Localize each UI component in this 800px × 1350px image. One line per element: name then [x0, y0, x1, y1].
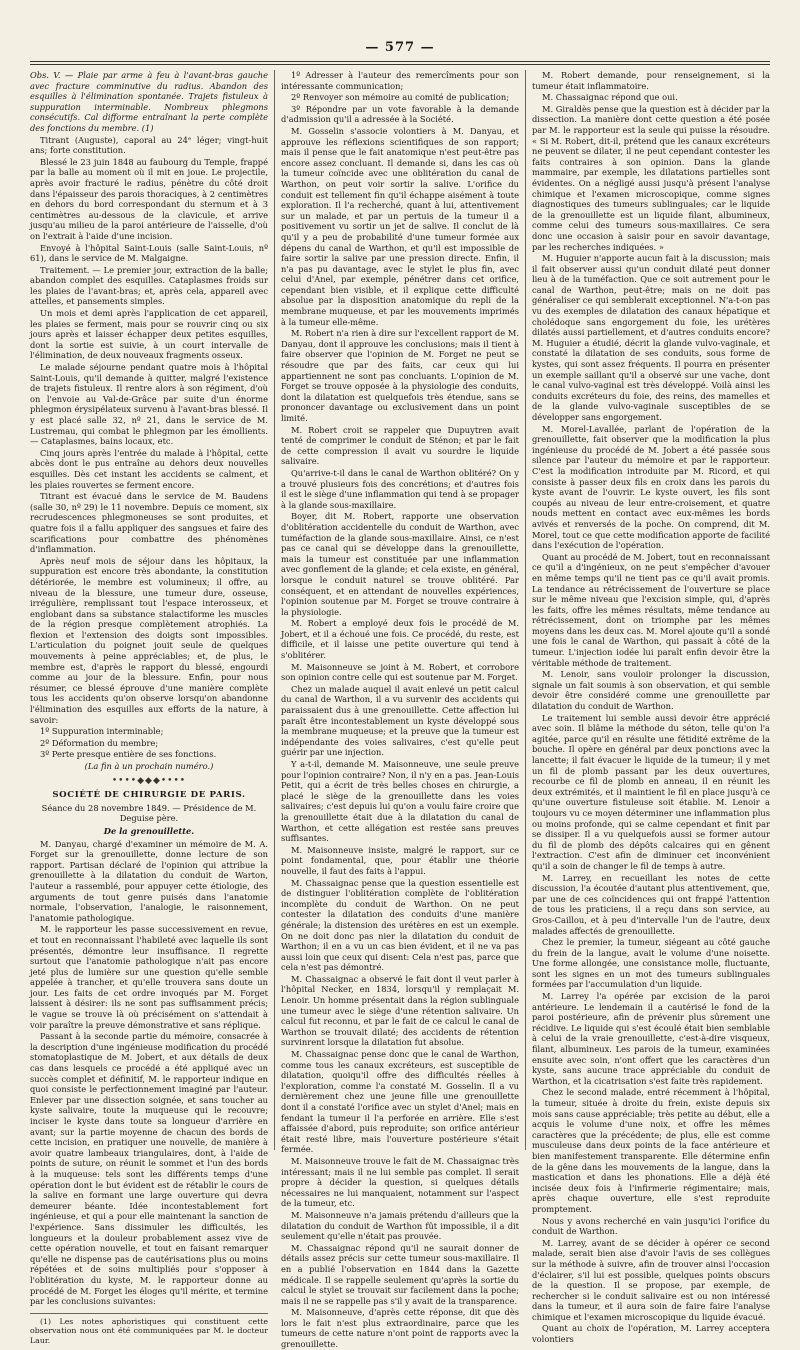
footnote: (1) Les notes aphoristiques qui constituent cette observation nous ont été communiquées par M. le docteur Laur. — [30, 1313, 268, 1346]
paragraph: Titrant (Auguste), caporal au 24ᵉ léger; vingt-huit ans; forte constitution. — [30, 134, 268, 156]
observation-title: Obs. V. — Plaie par arme à feu à l'avant-bras gauche avec fracture comminutive du radius. Abandon des esquilles à l'élimination spontanée. Trajets fistuleux à suppuration interminable. Nombreux phlegmons consécutifs. Cal difforme entraînant la perte complète des fonctions du membre. (1) — [30, 70, 268, 133]
list-item: 2º Déformation du membre; — [40, 737, 159, 748]
paragraph: M. Robert n'a rien à dire sur l'excellent rapport de M. Danyau, dont il approuve les conclusions; mais il tient à faire observer que l'opinion de M. Forget ne peut se résoudre que par des faits, car ceux qui lui appartiennent ne sont pas concluants. L'opinion de M. Forget se trouve opposée à la physiologie des conduits, dont la dilatation est quelquefois très étendue, sans se prononcer davantage ou exclusivement dans un point limité. — [281, 328, 519, 423]
list-item: 2º Renvoyer son mémoire au comité de publication; — [291, 92, 510, 103]
section-heading: De la grenouillette. — [103, 825, 195, 836]
society-heading: SOCIÉTÉ DE CHIRURGIE DE PARIS. — [52, 790, 246, 801]
header-rule-top — [30, 61, 770, 62]
column-1 — [30, 70, 268, 1346]
paragraph: Passant à la seconde partie du mémoire, consacrée à la description d'une ingénieuse modification du procédé stomatoplastique de M. Jobert, et aux détails de deux cas dans lesquels ce procédé a été appliqué avec un succès complet et définitif, M. le rapporteur indique en quoi consiste le perfectionnement imaginé par l'auteur. Enlever par une dissection soignée, et sans toucher au kyste salivaire, toute la muqueuse qui le recouvre; inciser le kyste dans toute sa longueur d'arrière en avant; sur la partie moyenne de chacun des bords de cette incision, en pratiquer une nouvelle, de manière à avoir quatre lambeaux triangulaires, dont, à l'aide de points de suture, on réunit le sommet et l'un des bords à la muqueuse: tels sont les différents temps d'une opération dont le but évident est de rétablir le cours de la salive en formant une large ouverture qui devra demeurer béante. Idée incontestablement fort ingénieuse, et qui a pour elle maintenant la sanction de l'expérience. Sans dissimuler les difficultés, les longueurs et la douleur probablement assez vive de cette opération nouvelle, et tout en faisant remarquer qu'elle ne dispense pas de cautérisations plus ou moins répétées et de soins multipliés pour s'opposer à l'oblitération du kyste, M. le rapporteur donne au procédé de M. Forget les éloges qu'il mérite, et termine par les conclusions suivantes: — [30, 1031, 268, 1307]
paragraph: Nous y avons recherché en vain jusqu'ici l'orifice du conduit de Warthon. — [532, 1215, 770, 1237]
session-line: Séance du 28 novembre 1849. — Présidence de M. Deguise père. — [41, 802, 257, 824]
paragraph: Titrant est évacué dans le service de M. Baudens (salle 30, nº 29) le 11 novembre. Depuis ce moment, six recrudescences phlegmoneuses se sont produites, et quatre fois il a fallu appliquer des sangsues et faire des scarifications pour combattre des phénomènes d'inflammation. — [30, 491, 268, 555]
paragraph: Le malade séjourne pendant quatre mois à l'hôpital Saint-Louis, qu'il demande à quitter, malgré l'existence de trajets fistuleux. Il rentre alors à son régiment, d'où on l'envoie au Val-de-Grâce par suite d'un énorme phlegmon érysipélateux survenu à l'avant-bras blessé. Il y est placé salle 32, nº 21, dans le service de M. Lustremau, qui combat le phlegmon par les émollients. — Cataplasmes, bains locaux, etc. — [30, 362, 268, 447]
paragraph: M. Giraldès pense que la question est à décider par la dissection. La manière dont cette question a été posée par M. le rapporteur est la seule qui puisse la résoudre. « Si M. Robert, dit-il, prétend que les canaux excréteurs ne peuvent se dilater, il ne peut cependant contester les faits contraires à son opinion. Dans la glande mammaire, par exemple, les dilatations partielles sont évidentes. On a négligé aussi jusqu'à présent l'analyse chimique et l'examen microscopique, comme signes diagnostiques des tumeurs sublinguales; car le liquide de la grenouillette est un liquide filant, albumineux, comme celui des tumeurs sous-maxillaires. Ce sera donc une occasion à saisir pour en savoir davantage, par les recherches indiquées. » — [532, 103, 770, 252]
list-item: 3º Perte presque entière de ses fonctions. — [40, 749, 217, 760]
paragraph: M. Larrey, en recueillant les notes de cette discussion, l'a écoutée d'autant plus attentivement, que, par une de ces coïncidences qui ont frappé l'attention de tous les praticiens, il a reçu dans son service, au Gros-Caillou, et à peu d'intervalle l'un de l'autre, deux malades affectés de grenouillette. — [532, 872, 770, 936]
paragraph: M. Chassaignac répond que oui. — [542, 92, 678, 103]
section-ornament: ••••◆◆◆•••• — [111, 775, 187, 786]
page-number: — 577 — — [365, 40, 435, 55]
paragraph: M. Gosselin s'associe volontiers à M. Danyau, et approuve les réflexions scientifiques de son rapport; mais il pense que le fait anatomique n'est peut-être pas encore assez concluant. Il demande si, dans les cas où la tumeur coïncide avec une oblitération du canal de Warthon, on peut voir sortir la salive. L'orifice du conduit est tellement fin qu'il échappe aisément à toute exploration. Il l'a recherché, quant à lui, attentivement sur un malade, et par un pertuis de la tumeur il a positivement vu sortir un jet de salive. Il conclut de là qu'il y a peu de probabilité d'une tumeur formée aux dépens du canal de Warthon, et qu'il est impossible de faire sortir la salive par une pression directe. Enfin, il n'a pas pu davantage, avec le stylet le plus fin, avec celui d'Anel, par exemple, pénétrer dans cet orifice, cependant bien visible, et il explique cette difficulté absolue par la disposition anatomique du repli de la membrane muqueuse, et par les mouvements imprimés à la tumeur elle-même. — [281, 125, 519, 327]
paragraph: M. Chassaignac répond qu'il ne saurait donner de détails assez précis sur cette tumeur sous-maxillaire. Il en a publié l'observation en 1844 dans la Gazette médicale. Il se rappelle seulement qu'après la sortie du calcul le stylet se trouvait sur facilement dans la poche; mais il ne se rappelle pas s'il y avait de la transparence. — [281, 1242, 519, 1306]
paragraph: Quant au choix de l'opération, M. Larrey acceptera volontiers — [532, 1323, 770, 1345]
list-item: 1º Adresser à l'auteur des remercîments pour son intéressante communication; — [281, 70, 519, 91]
paragraph: Chez le premier, la tumeur, siégeant au côté gauche du frein de la langue, avait le volume d'une noisette. Une forme allongée, une consistance molle, fluctuante, sont les signes en un mot des tumeurs sublinguales formées par l'accumulation d'un liquide. — [532, 937, 770, 990]
paragraph: M. Larrey, avant de se décider à opérer ce second malade, serait bien aise d'avoir l'avis de ses collègues sur la méthode à suivre, afin de trouver ainsi l'occasion d'éclairer, s'il lui est possible, quelques points obscurs de la question. Il se propose, par exemple, de rechercher si le conduit salivaire est ou non intéressé dans la tumeur, et il aura soin de faire faire l'analyse chimique et l'examen microscopique du liquide évacué. — [532, 1237, 770, 1322]
paragraph: M. le rapporteur les passe successivement en revue, et tout en reconnaissant l'habileté avec laquelle ils sont présentés, démontre leur insuffisance. Il regrette surtout que l'anatomie pathologique n'ait pas encore jeté plus de lumière sur une question qu'elle semble appelée à trancher, et qu'elle trouvera sans doute un jour. Les faits de cet ordre invoqués par M. Forget laissent à désirer: ils ne sont pas suffisamment précis; le vague se trouve là où précisément on s'attendait à voir paraître la preuve démonstrative et sans réplique. — [30, 924, 268, 1030]
list-item: 1º Suppuration interminable; — [40, 726, 164, 737]
paragraph: M. Huguier n'apporte aucun fait à la discussion; mais il fait observer aussi qu'un conduit dilaté peut donner lieu à de la tuméfaction. Que ce soit autrement pour le canal de Warthon, peut-être; mais on ne doit pas généraliser ce qui semblerait exceptionnel. N'a-t-on pas vu des exemples de dilatation des canaux hépatique et cholédoque sans engorgement du foie, les urétères dilatés aussi partiellement, et d'autres conduits encore? M. Huguier a étudié, décrit la glande vulvo-vaginale, et constaté la dilatation de ses conduits, sous forme de kystes, qui sont assez fréquents. Il pourra en présenter un exemple saillant qu'il a observé sur une vache, dont le canal vulvo-vaginal est très développé. Voilà ainsi les conduits excréteurs du foie, des reins, des mamelles et de la glande vulvo-vaginale susceptibles de se développer sans engorgement. — [532, 253, 770, 422]
to-be-continued: (La fin à un prochain numéro.) — [84, 761, 214, 771]
paragraph: M. Lenoir, sans vouloir prolonger la discussion, signale un fait soumis à son observation, et qui semble devoir être considéré comme une grenouillette par dilatation du conduit de Warthon. — [532, 669, 770, 712]
list-item: 3º Répondre par un vote favorable à la demande d'admission qu'il a adressée à la Société. — [281, 103, 519, 125]
paragraph: M. Robert a employé deux fois le procédé de M. Jobert, et il a échoué une fois. Ce procédé, du reste, est difficile, et il laisse une petite ouverture qui tend à s'oblitérer. — [281, 618, 519, 661]
paragraph: Y a-t-il, demande M. Maisonneuve, une seule preuve pour l'opinion contraire? Non, il n'y en a pas. Jean-Louis Petit, qui a écrit de très belles choses en chirurgie, a placé le siège de la grenouillette dans les voies salivaires; c'est depuis lui qu'on a voulu faire croire que la grenouillette était due à la dilatation du canal de Warthon, et cette allégation est restée sans preuves suffisantes. — [281, 759, 519, 844]
paragraph: M. Maisonneuve, d'après cette réponse, dit que dès lors le fait n'est plus extraordinaire, parce que les tumeurs de cette nature n'ont point de rapports avec la grenouillette. — [281, 1307, 519, 1350]
paragraph: Chez le second malade, entré récemment à l'hôpital, la tumeur, située à droite du frein, existe depuis six mois sans cause appréciable; très petite au début, elle a acquis le volume d'une noix, et offre les mêmes caractères que la précédente; de plus, elle est comme musculeuse dans deux points de la face antérieure et bien manifestement transparente. Elle détermine enfin de la gêne dans les mouvements de la langue, dans la mastication et dans les phonations. Elle a déjà été incisée deux fois à l'infirmerie régimentaire; mais, après chaque ouverture, elle s'est reproduite promptement. — [532, 1087, 770, 1214]
paragraph: Boyer, dit M. Robert, rapporte une observation d'oblitération accidentelle du conduit de Warthon, avec tuméfaction de la glande sous-maxillaire. Ainsi, ce n'est pas ce canal qui se développe dans la grenouillette, mais la tumeur est constituée par une inflammation avec gonflement de la glande; et cela existe, en général, lorsque le conduit naturel se trouve oblitéré. Par conséquent, et en attendant de nouvelles expériences, l'opinion soutenue par M. Forget se trouve contraire à la physiologie. — [281, 511, 519, 617]
paragraph: Chez un malade auquel il avait enlevé un petit calcul du canal de Warthon, il a vu survenir des accidents qui paraissaient dus à une grenouillette. Cette affection lui paraît être incontestablement un kyste développé sous la membrane muqueuse; et la preuve que la tumeur est indépendante des voies salivaires, c'est qu'elle peut guérir par une injection. — [281, 683, 519, 758]
paragraph: M. Robert demande, pour renseignement, si la tumeur était inflammatoire. — [532, 70, 770, 91]
paragraph: Cinq jours après l'entrée du malade à l'hôpital, cette abcès dont le pus entraîne au dehors deux nouvelles esquilles. Dès cet instant les accidents se calment, et les plaies rouvertes se ferment encore. — [30, 447, 268, 490]
column-2 — [281, 70, 519, 1350]
paragraph: Envoyé à l'hôpital Saint-Louis (salle Saint-Louis, nº 61), dans le service de M. Malgaigne. — [30, 242, 268, 264]
paragraph: M. Morel-Lavallée, parlant de l'opération de la grenouillette, fait observer que la modification la plus ingénieuse du procédé de M. Jobert a été passée sous silence par l'auteur du mémoire et par le rapporteur. C'est la modification introduite par M. Ricord, et qui consiste à passer deux fils en croix dans les parois du kyste avant de l'ouvrir. Le kyste ouvert, les fils sont coupés au niveau de leur entre-croisement, et quatre nouds mettent en contact avec eux-mêmes les bords avivés et renversés de la poche. On comprend, dit M. Morel, tout ce que cette modification apporte de facilité dans l'exécution de l'opération. — [532, 423, 770, 551]
paragraph: M. Larrey l'a opérée par excision de la paroi antérieure. Le lendemain il a cautérisé le fond de la paroi postérieure, afin de prévenir plus sûrement une récidive. Le liquide qui s'est écoulé était bien semblable à celui de la vraie grenouillette, c'est-à-dire visqueux, filant, albumineux. Les parois de la tumeur, examinées ensuite avec soin, n'ont offert que les caractères d'un kyste, sans aucune trace appréciable du conduit de Warthon, et la cicatrisation s'est faite très rapidement. — [532, 991, 770, 1086]
paragraph: M. Maisonneuve n'a jamais prétendu d'ailleurs que la dilatation du conduit de Warthon fût impossible, il a dit seulement qu'elle n'était pas prouvée. — [281, 1209, 519, 1242]
paragraph: M. Robert croit se rappeler que Dupuytren avait tenté de comprimer le conduit de Sténon; et par le fait de cette compression il avait vu sourdre le liquide salivaire. — [281, 424, 519, 467]
paragraph: Un mois et demi après l'application de cet appareil, les plaies se ferment, mais pour se rouvrir cinq ou six jours après et laisser échapper deux petites esquilles, dont la sortie est suivie, à un court intervalle de l'élimination, de deux nouveaux fragments osseux. — [30, 308, 268, 361]
paragraph: M. Maisonneuve trouve le fait de M. Chassaignac très intéressant; mais il ne lui semble pas complet. Il serait propre à décider la question, si quelques détails nécessaires ne lui manquaient, notamment sur l'aspect de la tumeur, etc. — [281, 1155, 519, 1209]
paragraph: M. Chassaignac pense que la question essentielle est de distinguer l'oblitération complète de l'oblitération incomplète du conduit de Warthon. On ne peut contester la dilatation des conduits d'une manière générale; la distension des urétères en est un exemple. On ne doit donc pas nier la dilatation du conduit de Warthon; il en a vu un cas bien évident, et il ne va pas aussi loin que ceux qui disent: Cela n'est pas, parce que cela n'est pas démontré. — [281, 877, 519, 973]
header-rule-bottom — [30, 64, 770, 65]
paragraph: M. Maisonneuve insiste, malgré le rapport, sur ce point fondamental, que, pour établir une théorie nouvelle, il faut des faits à l'appui. — [281, 844, 519, 876]
paragraph: Le traitement lui semble aussi devoir être apprécié avec soin. Il blâme la méthode du séton, telle qu'on l'a agitée, parce qu'il en résulte une fétidité extrême de la bouche. Il opère en général par deux ponctions avec la lancette; il fait évacuer le liquide de la tumeur; il y met un fil de plomb passant par les deux ouvertures, recourbe ce fil de plomb en anneau, il en réunit les deux extrémités, et il maintient le fil en place jusqu'à ce qu'une ouverture fistuleuse soit établie. M. Lenoir a toujours vu ce moyen déterminer une inflammation plus ou moins profonde, qui se calme cependant et finit par se dissiper. Il a vu quelquefois aussi se former autour du fil de plomb des dépôts calcaires qui en gênent l'extraction. C'est afin de diminuer cet inconvénient qu'il a soin de changer le fil de temps à autre. — [532, 712, 770, 871]
paragraph: Traitement. — Le premier jour, extraction de la balle; abandon complet des esquilles. Cataplasmes froids sur les plaies de l'avant-bras; et, après cela, appareil avec attelles, et pansements simples. — [30, 264, 268, 307]
paragraph: Après neuf mois de séjour dans les hôpitaux, la suppuration est encore très abondante, la constitution détériorée, le membre est volumineux; il offre, au niveau de la blessure, une tumeur dure, osseuse, irrégulière, remplissant tout l'espace interosseux, et englobant dans sa substance stalactiforme les muscles de la région presque complètement atrophiés. La flexion et l'extension des doigts sont impossibles. L'articulation du poignet jouit seule de quelques mouvements à peine appréciables; et, de plus, le membre est, d'après le rapport du blessé, engourdi comme au jour de la blessure. Enfin, pour nous résumer, ce blessé éprouve d'une manière complète tous les accidents qu'on observe lorsqu'on abandonne l'élimination des esquilles aux efforts de la nature, à savoir: — [30, 555, 268, 725]
columns — [30, 70, 770, 1350]
paragraph: M. Chassaignac pense donc que le canal de Warthon, comme tous les canaux excréteurs, est susceptible de dilatation, quoiqu'il offre des difficultés réelles à l'exploration, comme l'a constaté M. Gosselin. Il a vu dernièrement chez une jeune fille une grenouillette dont il a constaté l'orifice avec un stylet d'Anel; mais en fendant la tumeur il l'a perforée en arrière. Elle s'est affaissée d'abord, puis reproduite; son orifice antérieur était resté libre, mais l'ouverture postérieure s'était fermée. — [281, 1049, 519, 1155]
paragraph: Quant au procédé de M. Jobert, tout en reconnaissant ce qu'il a d'ingénieux, on ne peut s'empêcher d'avouer en même temps qu'il ne tient pas ce qu'il avait promis. La tendance au rétrécissement de l'ouverture se place sur le même niveau que l'excision simple, qui, d'après les faits, offre les mêmes résultats, même tendance au rétrécissement, dont on triomphe par les mêmes moyens dans les deux cas. M. Morel ajoute qu'il a sondé une fois le canal de Warthon, qui passait à côté de la tumeur. L'injection iodée lui paraît enfin devoir être la véritable méthode de traitement. — [532, 551, 770, 668]
paragraph: Blessé le 23 juin 1848 au faubourg du Temple, frappé par la balle au moment où il mit en joue. Le projectile, après avoir fracturé le radius, pénètre du côté droit dans l'épaisseur des parois thoraciques, à 2 centimètres en dehors du bord correspondant du sternum et à 3 centimètres au-dessous de la clavicule, et arrive jusqu'au milieu de la paroi antérieure de l'aisselle, d'où on l'extrait à l'aide d'une incision. — [30, 156, 268, 241]
paragraph: M. Danyau, chargé d'examiner un mémoire de M. A. Forget sur la grenouillette, donne lecture de son rapport. Partisan déclaré de l'opinion qui attribue la grenouillette à la dilatation du conduit de Warton, l'auteur a rassemblé, pour appuyer cette étiologie, des arguments de tout genre puisés dans l'anatomie normale, l'observation, l'analogie, le raisonnement, l'anatomie pathologique. — [30, 838, 268, 923]
column-3 — [532, 70, 770, 1345]
paragraph: M. Chassaignac a observé le fait dont il veut parler à l'hôpital Necker, en 1834, lorsqu'il y remplaçait M. Lenoir. Un homme présentait dans la région sublinguale une tumeur avec le siège d'une rétention salivaire. Un calcul fut reconnu, et par le fait de ce calcul le canal de Warthon se trouvait dilaté; des accidents de rétention survinrent lorsque la dilatation fut absolue. — [281, 973, 519, 1048]
paragraph: M. Maisonneuve se joint à M. Robert, et corrobore son opinion contre celle qui est soutenue par M. Forget. — [281, 661, 519, 683]
paragraph: Qu'arrive-t-il dans le canal de Warthon oblitéré? On y a trouvé plusieurs fois des concrétions; et d'autres fois il est le siège d'une inflammation qui tend à se propager à la glande sous-maxillaire. — [281, 467, 519, 510]
